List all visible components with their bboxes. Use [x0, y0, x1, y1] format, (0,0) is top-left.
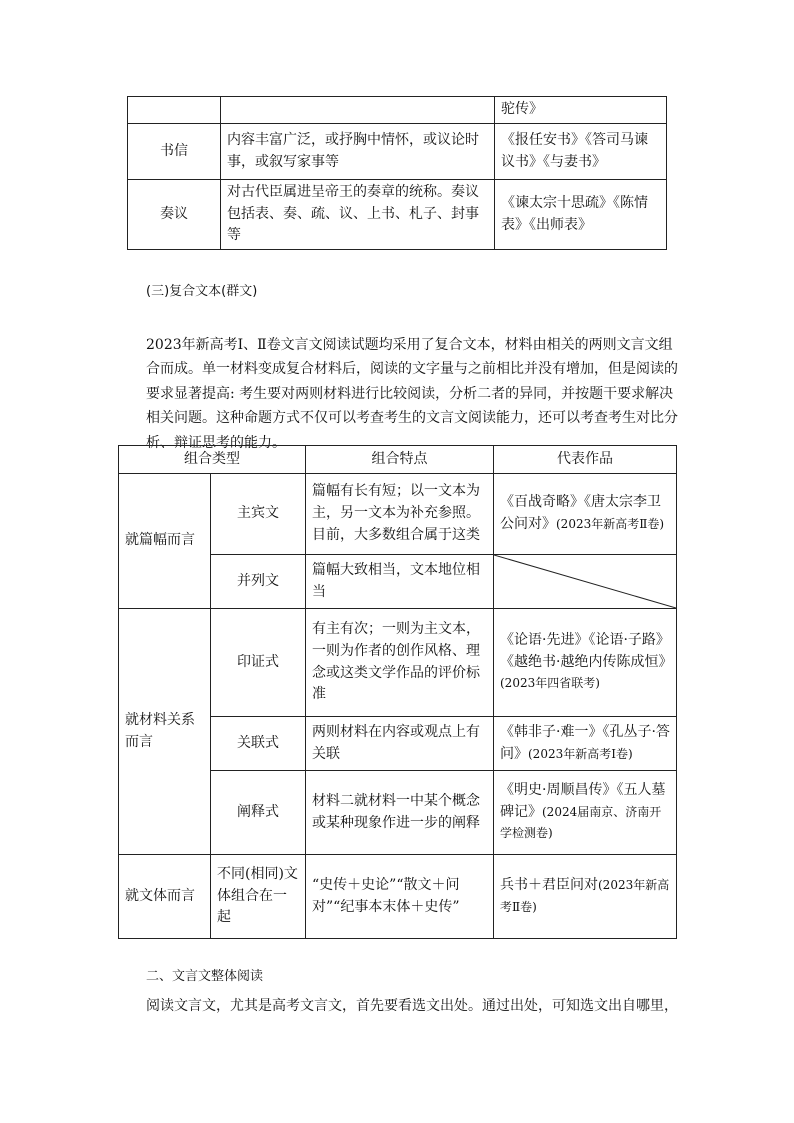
genre-type-cell: 奏议 [128, 180, 221, 250]
table-row [128, 180, 667, 250]
feature-cell: 篇幅大致相当，文本地位相当 [306, 555, 494, 609]
subtype-cell: 并列文 [211, 555, 306, 609]
genre-type-cell [128, 97, 221, 124]
source-text: (2023年新高考Ⅱ卷) [500, 877, 670, 914]
table-row [128, 124, 667, 180]
works-cell [494, 609, 677, 717]
table-row [119, 855, 677, 939]
subtype-cell: 主宾文 [211, 474, 306, 555]
table-row [119, 474, 677, 555]
subtype-cell: 不同(相同)文体组合在一起 [211, 855, 306, 939]
source-text: (2023年新高考Ⅱ卷) [556, 517, 665, 531]
diagonal-line [494, 555, 676, 608]
genre-works-cell: 《报任安书》《答司马谏议书》《与妻书》 [495, 124, 667, 180]
genre-desc-cell [221, 97, 495, 124]
works-cell [494, 717, 677, 771]
genre-type-cell: 书信 [128, 124, 221, 180]
feature-cell: 篇幅有长有短；以一文本为主，另一文本为补充参照。目前，大多数组合属于这类 [306, 474, 494, 555]
genre-works-cell: 《谏太宗十思疏》《陈情表》《出师表》 [495, 180, 667, 250]
feature-cell: 两则材料在内容或观点上有关联 [306, 717, 494, 771]
section-heading: 二、文言文整体阅读 [146, 969, 264, 984]
works-text: 《韩非子·难一》《孔丛子·答问》 [500, 723, 670, 762]
composite-text-table [118, 445, 677, 939]
table-row [119, 609, 677, 717]
source-text: (2023年新高考Ⅰ卷) [528, 746, 633, 761]
works-cell [494, 855, 677, 939]
works-text: 《百战奇略》《唐太宗李卫公问对》 [500, 494, 661, 532]
column-header: 组合特点 [306, 446, 494, 474]
section-heading: (三)复合文本(群文) [146, 284, 258, 299]
feature-cell: “史传＋史论”“散文＋问对”“纪事本末体＋史传” [306, 855, 494, 939]
genre-table [127, 96, 667, 250]
paragraph-text: 2023年新高考Ⅰ、Ⅱ卷文言文阅读试题均采用了复合文本，材料由相关的两则文言文组合而成。单一材料变成复合材料后，阅读的文字量与之前相比并没有增加，但是阅读的要求显著提高: 考生要对两则材料进行比较阅读，分析二者的异同，并按题干要求解决相关问题。这种命题方式不仅可以考查考生的文言文阅读能力，还可以考查考生对比分析、辩证思考的能力。 [146, 336, 678, 451]
works-cell [494, 474, 677, 555]
genre-desc-cell: 内容丰富广泛，或抒胸中情怀，或议论时事，或叙写家事等 [221, 124, 495, 180]
genre-works-cell: 驼传》 [495, 97, 667, 124]
body-paragraph [146, 308, 682, 455]
subtype-cell: 关联式 [211, 717, 306, 771]
column-header: 代表作品 [494, 446, 677, 474]
table-header-row [119, 446, 677, 474]
works-text: 兵书＋君臣问对 [500, 876, 598, 893]
table-row [128, 97, 667, 124]
column-header: 组合类型 [119, 446, 306, 474]
feature-cell: 材料二就材料一中某个概念或某种现象作进一步的阐释 [306, 771, 494, 855]
group-cell: 就文体而言 [119, 855, 211, 939]
empty-diagonal-cell [494, 555, 677, 609]
source-text: (2023年四省联考) [500, 676, 600, 691]
genre-desc-cell: 对古代臣属进呈帝王的奏章的统称。奏议包括表、奏、疏、议、上书、札子、封事等 [221, 180, 495, 250]
subtype-cell: 印证式 [211, 609, 306, 717]
group-cell: 就材料关系而言 [119, 609, 211, 855]
body-paragraph: 阅读文言文，尤其是高考文言文，首先要看选文出处。通过出处，可知选文出自哪里， [146, 998, 678, 1014]
works-text: 《明史·周顺昌传》《五人墓碑记》 [500, 781, 666, 820]
feature-cell: 有主有次；一则为主文本，一则为作者的创作风格、理念或这类文学作品的评价标准 [306, 609, 494, 717]
source-text: (2024届南京、济南开学检测卷) [500, 804, 662, 841]
group-cell: 就篇幅而言 [119, 474, 211, 609]
subtype-cell: 阐释式 [211, 771, 306, 855]
works-text: 《论语·先进》《论语·子路》《越绝书·越绝内传陈成恒》 [500, 631, 673, 670]
works-cell [494, 771, 677, 855]
